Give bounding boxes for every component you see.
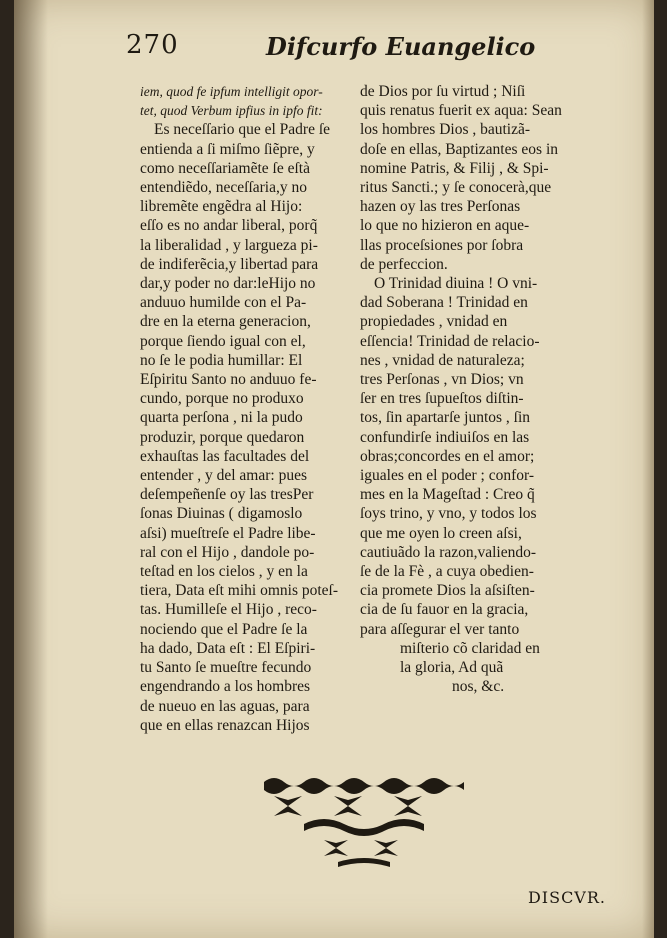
text-line: iem, quod fe ipfum intelligit opor- [140, 84, 323, 99]
text-line: ritus Sancti.; y ſe conocerà,que [360, 179, 552, 197]
text-line: deſempeñenſe oy las tresPer [140, 486, 314, 504]
text-line: que me oyen lo creen aſsi, [360, 524, 522, 542]
text-line: nes , vnidad de naturaleza; [360, 351, 525, 369]
text-line: dad Soberana ! Trinidad en [360, 294, 528, 312]
text-line: propiedades , vnidad en [360, 313, 508, 331]
text-line: cia de ſu fauor en la gracia, [360, 601, 529, 619]
left-text-column [140, 82, 362, 735]
catchword: DISCVR. [527, 888, 606, 907]
text-line: que en ellas renazcan Hijos [140, 716, 310, 734]
text-line: de Dios por ſu virtud ; Niſi [360, 83, 526, 100]
text-line: Eſpiritu Santo no anduuo fe- [140, 371, 317, 389]
text-line: tres Perſonas , vn Dios; vn [360, 371, 524, 389]
text-line: eſſencia! Trinidad de relacio- [360, 332, 540, 350]
text-line: dre en la eterna generacion, [140, 313, 311, 331]
text-line: anduuo humilde con el Pa- [140, 294, 307, 312]
running-title: Difcurfo Euangelico [266, 32, 536, 61]
text-line: nociendo que el Padre ſe la [140, 620, 308, 638]
text-line: exhauſtas las facultades del [140, 447, 310, 465]
text-line: porque ſiendo igual con el, [140, 332, 306, 350]
text-line: lo que no hizieron en aque- [360, 217, 530, 235]
text-line: miſterio cõ claridad en [400, 639, 540, 657]
text-line: tos, ſin apartarſe juntos , ſin [360, 409, 531, 427]
text-line: quarta perſona , ni la pudo [140, 409, 303, 427]
text-line: de perfeccion. [360, 255, 448, 273]
text-line: dar,y poder no dar:leHijo no [140, 275, 316, 293]
page-gutter-shadow [14, 0, 48, 938]
text-line: cundo, porque no produxo [140, 390, 304, 408]
text-line: ſe de la Fè , a cuya obedien- [360, 563, 534, 581]
text-line: entienda a ſi miſmo ſiẽpre, y [140, 140, 315, 158]
text-line: ſonas Diuinas ( digamoslo [140, 505, 303, 523]
text-line: tiera, Data eſt mihi omnis poteſ- [140, 582, 339, 600]
text-line: la gloria, Ad quã [400, 659, 504, 677]
text-line: doſe en ellas, Baptizantes eos in [360, 140, 558, 158]
text-line: de indiferẽcia,y libertad para [140, 255, 319, 273]
book-page [14, 0, 654, 938]
text-line: entender , y del amar: pues [140, 467, 307, 485]
text-line: ſer en tres ſupueſtos diſtin- [360, 390, 524, 408]
text-line: tet, quod Verbum ipfius in ipfo fit: [140, 103, 323, 119]
text-line: cia promete Dios la aſsiſten- [360, 582, 535, 600]
text-line: quis renatus fuerit ex aqua: Sean [360, 102, 562, 120]
text-line: aſsi) mueſtreſe el Padre libe- [140, 524, 316, 542]
text-line: obras;concordes en el amor; [360, 447, 535, 465]
show-through-text [344, 778, 604, 888]
text-line: produzir, porque quedaron [140, 428, 305, 446]
text-line: para aſſegurar el ver tanto [360, 620, 520, 638]
page-header [126, 30, 586, 70]
text-line: eſſo es no andar liberal, porq̃ [140, 217, 318, 235]
text-line: de nueuo en las aguas, para [140, 697, 310, 715]
page-edge-shadow [642, 0, 654, 938]
text-line: cautiuãdo la razon,valiendo- [360, 543, 537, 561]
text-line: ral con el Hijo , dandole po- [140, 543, 315, 561]
text-line: no ſe le podia humillar: El [140, 351, 303, 369]
text-line: nos, &c. [452, 678, 505, 696]
text-line: los hombres Dios , bautizã- [360, 121, 531, 139]
text-line: mes en la Mageſtad : Creo q̃ [360, 486, 535, 504]
text-line: la liberalidad , y largueza pi- [140, 236, 318, 254]
text-line: libremẽte engẽdra al Hijo: [140, 198, 303, 216]
page-number: 270 [126, 30, 179, 60]
text-line: iguales en el poder ; confor- [360, 467, 534, 485]
text-line: tas. Humilleſe el Hijo , reco- [140, 601, 317, 619]
text-line: llas proceſsiones por ſobra [360, 236, 524, 254]
text-line: engendrando a los hombres [140, 678, 311, 696]
text-line: entendiẽdo, neceſſaria,y no [140, 179, 307, 197]
text-line: hazen oy las tres Perſonas [360, 198, 521, 216]
right-text-column [360, 82, 582, 697]
text-line: nomine Patris, & Filij , & Spi- [360, 159, 549, 177]
text-line: confundirſe indiuiſos en las [360, 428, 530, 446]
text-line: O Trinidad diuina ! O vni- [374, 275, 538, 293]
text-line: Es neceſſario que el Padre ſe [154, 121, 331, 139]
text-line: ha dado, Data eſt : El Eſpiri- [140, 639, 316, 657]
text-line: ſoys trino, y vno, y todos los [360, 505, 537, 523]
text-line: como neceſſariamẽte ſe eſtà [140, 159, 310, 177]
text-line: teſtad en los cielos , y en la [140, 563, 308, 581]
text-line: tu Santo ſe mueſtre fecundo [140, 659, 312, 677]
